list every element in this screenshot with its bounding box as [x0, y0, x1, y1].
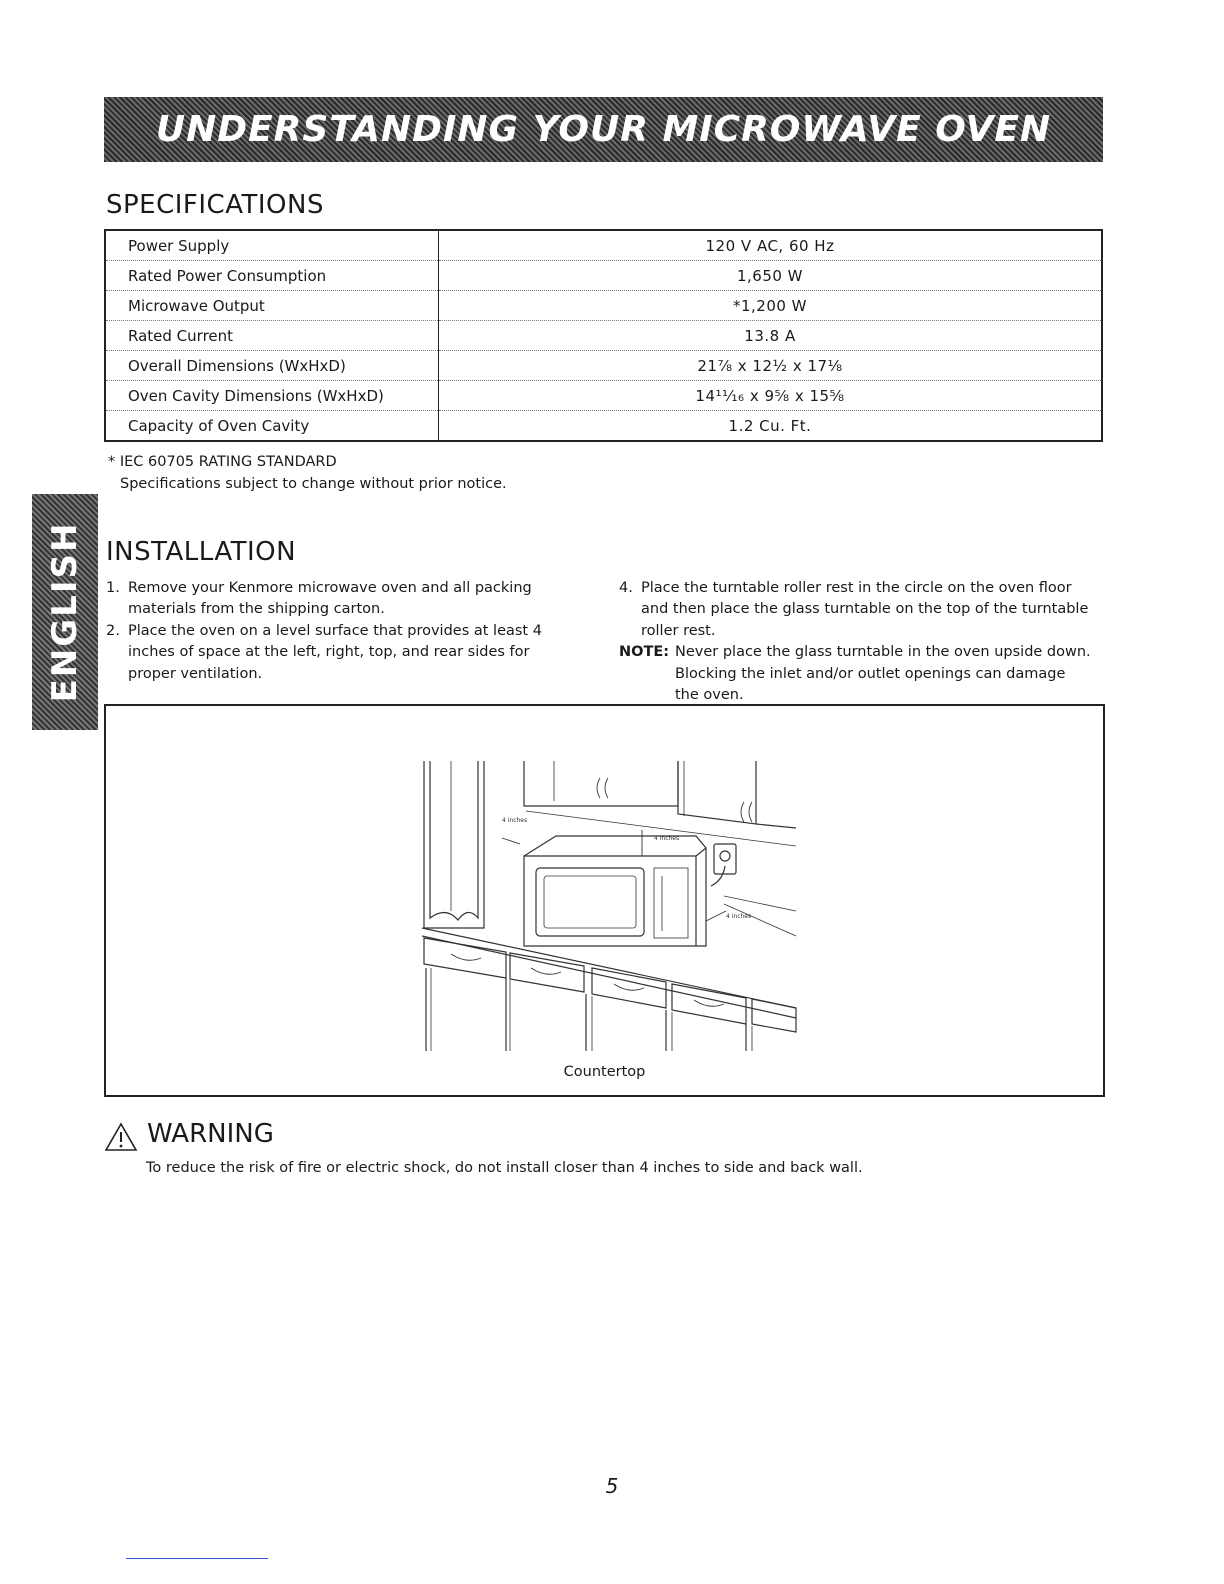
dim-back-label: 4 inches — [726, 913, 752, 920]
page-number: 5 — [605, 1474, 619, 1498]
note-text: Never place the glass turntable in the oven upside down. Blocking the inlet and/or outlet openings can damage the oven. — [675, 644, 1091, 704]
spec-label: Microwave Output — [105, 291, 439, 321]
table-row — [105, 230, 1102, 261]
installation-figure — [104, 704, 1105, 1097]
table-row — [105, 321, 1102, 351]
table-row — [105, 381, 1102, 411]
specifications-heading: SPECIFICATIONS — [106, 190, 324, 220]
step-text: Place the oven on a level surface that provides at least 4 inches of space at the left, right, top, and rear sides for proper ventilation. — [128, 622, 542, 682]
spec-value: 21⅞ x 12½ x 17⅛ — [439, 351, 1103, 381]
dim-top-label: 4 inches — [654, 835, 680, 842]
spec-value: 14¹¹⁄₁₆ x 9⅝ x 15⅝ — [439, 381, 1103, 411]
step-number: 1. — [106, 580, 120, 596]
spec-label: Power Supply — [105, 230, 439, 261]
dim-left-label: 4 inches — [502, 817, 528, 824]
spec-label: Rated Current — [105, 321, 439, 351]
specifications-table — [104, 229, 1103, 442]
language-tab-label: ENGLISH — [45, 521, 85, 703]
step-number: 2. — [106, 622, 120, 639]
warning-icon — [104, 1122, 138, 1152]
table-row — [105, 261, 1102, 291]
list-item — [106, 578, 576, 621]
installation-left-column — [106, 578, 576, 685]
warning-text: To reduce the risk of fire or electric shock, do not install closer than 4 inches to side and back wall. — [146, 1160, 863, 1176]
spec-label: Overall Dimensions (WxHxD) — [105, 351, 439, 381]
table-row — [105, 411, 1102, 442]
step-text: Place the turntable roller rest in the circle on the oven floor and then place the glass turntable on the top of the turntable roller rest. — [641, 580, 1089, 639]
banner-title: UNDERSTANDING YOUR MICROWAVE OVEN — [155, 109, 1052, 150]
note-label: NOTE: — [619, 644, 670, 661]
installation-right-column — [619, 578, 1091, 706]
installation-note — [619, 642, 1091, 706]
change-notice: Specifications subject to change without prior notice. — [120, 476, 507, 492]
list-item — [619, 578, 1091, 642]
figure-caption: Countertop — [563, 1064, 646, 1080]
spec-label: Oven Cavity Dimensions (WxHxD) — [105, 381, 439, 411]
spec-label: Capacity of Oven Cavity — [105, 411, 439, 442]
spec-label: Rated Power Consumption — [105, 261, 439, 291]
page-banner — [104, 97, 1103, 162]
kitchen-illustration — [106, 706, 1103, 1095]
table-row — [105, 291, 1102, 321]
spec-value: 1,650 W — [439, 261, 1103, 291]
rating-footnote: * IEC 60705 RATING STANDARD — [108, 454, 337, 470]
spec-value: 120 V AC, 60 Hz — [439, 230, 1103, 261]
spec-value: 13.8 A — [439, 321, 1103, 351]
installation-heading: INSTALLATION — [106, 537, 297, 567]
spec-value: 1.2 Cu. Ft. — [439, 411, 1103, 442]
list-item — [106, 621, 576, 685]
spec-value: *1,200 W — [439, 291, 1103, 321]
table-row — [105, 351, 1102, 381]
step-number: 4. — [619, 580, 633, 596]
footer-rule — [126, 1558, 268, 1559]
language-tab — [32, 494, 98, 730]
step-text: Remove your Kenmore microwave oven and all packing materials from the shipping carton. — [128, 580, 532, 618]
warning-heading: WARNING — [147, 1119, 274, 1149]
